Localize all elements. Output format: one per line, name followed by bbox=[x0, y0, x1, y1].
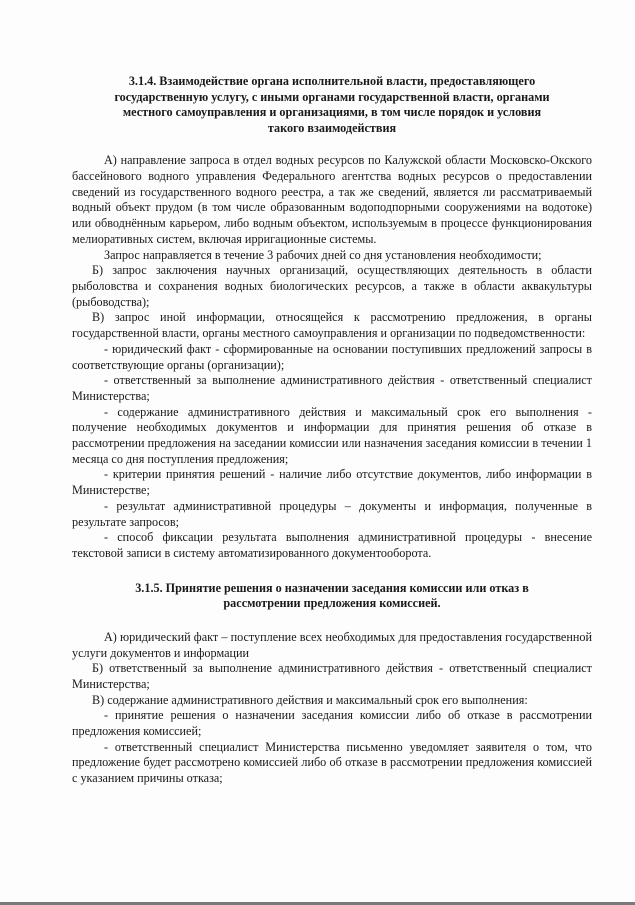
title-line: 3.1.5. Принятие решения о назначении заседания комиссии или отказ в bbox=[135, 580, 529, 595]
bullet-content-and-term: - содержание административного действия и максимальный срок его выполнения - получение необходимых документов и информации для принятия решения об отказе в рассмотрении предложения на заседании комиссии или назначения заседания комиссии в течении 1 месяца со дня поступления предложения; bbox=[72, 404, 592, 466]
spacer bbox=[72, 136, 592, 153]
section-3-1-4-title bbox=[72, 74, 592, 136]
bullet-legal-fact: - юридический факт - сформированные на основании поступивших предложений запросы в соответствующие органы (организации); bbox=[72, 341, 592, 372]
spacer bbox=[72, 612, 592, 630]
paragraph-request-deadline: Запрос направляется в течение 3 рабочих дней со дня установления необходимости; bbox=[104, 247, 542, 262]
document-body bbox=[72, 74, 592, 787]
section-3-1-5-title bbox=[72, 581, 592, 612]
paragraph-b-scientific-request: Б) запрос заключения научных организаций, осуществляющих деятельность в области рыболовства и сохранения водных биологических ресурсов, а также в области аквакультуры (рыбоводства); bbox=[72, 263, 592, 309]
paragraph-a-legal-fact: А) юридический факт – поступление всех необходимых для предоставления государственной услуги документов и информации bbox=[72, 629, 592, 660]
title-line: рассмотрении предложения комиссией. bbox=[223, 596, 441, 611]
bullet-notify-applicant: - ответственный специалист Министерства письменно уведомляет заявителя о том, что предложение будет рассмотрено комиссией либо об отказе в рассмотрении предложения комиссией с указанием причины отказа; bbox=[72, 739, 592, 786]
title-line: местного самоуправления и организациями, в том числе порядок и условия bbox=[122, 105, 542, 120]
bullet-decision-criteria: - критерии принятия решений - наличие либо отсутствие документов, либо информации в Министерстве; bbox=[72, 467, 592, 498]
bullet-decision: - принятие решения о назначении заседания комиссии либо об отказе в рассмотрении предложения комиссией; bbox=[72, 708, 592, 739]
bullet-responsible: - ответственный за выполнение административного действия - ответственный специалист Министерства; bbox=[72, 373, 592, 403]
bullet-fixation-method: - способ фиксации результата выполнения административной процедуры - внесение текстовой записи в систему автоматизированного документооборота. bbox=[72, 530, 592, 560]
title-line: государственную услугу, с иными органами государственной власти, органами bbox=[114, 89, 550, 104]
bullet-procedure-result: - результат административной процедуры – документы и информация, полученные в результате запросов; bbox=[72, 498, 592, 529]
title-line: такого взаимодействия bbox=[267, 120, 397, 135]
paragraph-v-other-info-request: В) запрос иной информации, относящейся к рассмотрению предложения, в органы государственной власти, органы местного самоуправления и организации по подведомственности: bbox=[72, 310, 592, 341]
spacer bbox=[72, 562, 592, 581]
paragraph-b-responsible: Б) ответственный за выполнение административного действия - ответственный специалист Министерства; bbox=[72, 661, 592, 691]
paragraph-a-request-water-resources: А) направление запроса в отдел водных ресурсов по Калужской области Московско-Окского бассейнового водного управления Федерального агентства водных ресурсов о предоставлении сведений из государственного водного реестра, а так же сведений, является ли рассматриваемый водный объект прудом (в том числе образованным водоподпорными сооружениями на водотоке) или обводнённым карьером, либо водным объектом, используемым в процессе функционирования мелиоративных систем, включая ирригационные системы. bbox=[72, 153, 592, 246]
paragraph-v-content: В) содержание административного действия и максимальный срок его выполнения: bbox=[92, 692, 528, 707]
title-line: 3.1.4. Взаимодействие органа исполнительной власти, предоставляющего bbox=[128, 74, 536, 88]
